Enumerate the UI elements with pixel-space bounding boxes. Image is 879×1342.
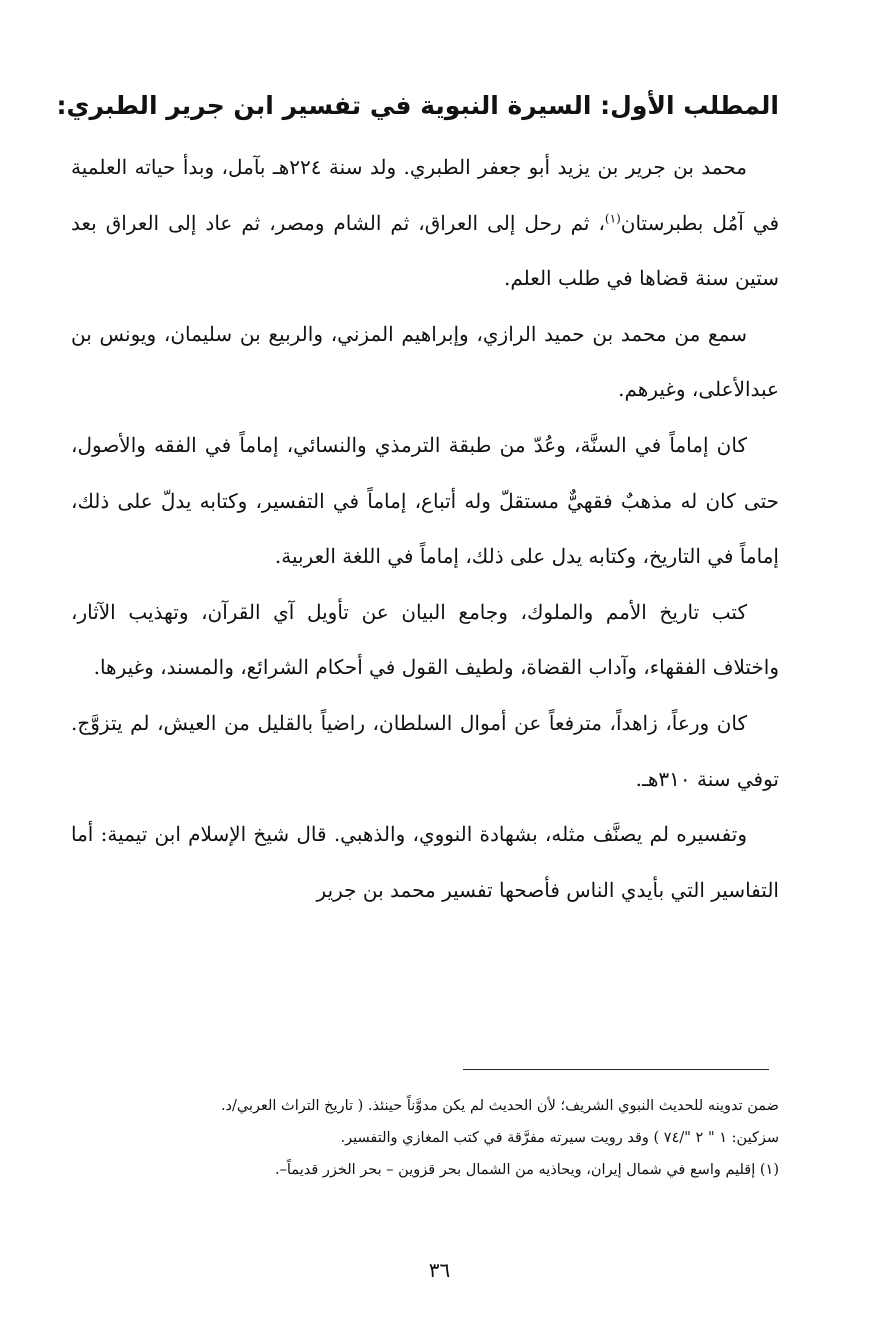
paragraph-text: ، ثم رحل إلى العراق، ثم الشام ومصر، ثم عاد إلى العراق بعد ستين سنة قضاها في طلب العلم.: [71, 210, 779, 291]
paragraph-character: كان ورعاً، زاهداً، مترفعاً عن أموال السلطان، راضياً بالقليل من العيش، لم يتزوَّج. توفي سنة ٣١٠هـ.: [71, 710, 779, 791]
footnote-line: (١) إقليم واسع في شمال إيران، ويحاذيه من الشمال بحر قزوين – بحر الخزر قديماً–.: [275, 1162, 779, 1178]
footnote-line: سزكين: ١ " ٢ "/٧٤ ) وقد رويت سيرته مفرَّقة في كتب المغازي والتفسير.: [340, 1130, 779, 1146]
footnotes: [67, 1090, 779, 1186]
footnote-line: ضمن تدوينه للحديث النبوي الشريف؛ لأن الحديث لم يكن مدوَّناً حينئذ. ( تاريخ التراث العربي/د.: [220, 1098, 779, 1114]
section-heading: المطلب الأول: السيرة النبوية في تفسير ابن جرير الطبري:: [56, 91, 779, 120]
footnote-reference: (١): [604, 210, 621, 225]
body-text: [71, 140, 779, 918]
paragraph-works: كتب تاريخ الأمم والملوك، وجامع البيان عن تأويل آي القرآن، وتهذيب الآثار، واختلاف الفقهاء، وآداب القضاة، ولطيف القول في أحكام الشرائع، والمسند، وغيرها.: [71, 599, 779, 680]
paragraph-tafsir: وتفسيره لم يصنَّف مثله، بشهادة النووي، والذهبي. قال شيخ الإسلام ابن تيمية: أما التفاسير التي بأيدي الناس فأصحها تفسير محمد بن جرير: [71, 822, 779, 902]
page-number: ٣٦: [428, 1258, 451, 1282]
paragraph-biography: [71, 140, 779, 307]
paragraph-text: محمد بن جرير بن يزيد أبو جعفر الطبري. ولد سنة ٢٢٤هـ بآمل، وبدأ حياته العلمية في آمُل بطبرستان: [71, 155, 780, 235]
paragraph-teachers: سمع من محمد بن حميد الرازي، وإبراهيم المزني، والربيع بن سليمان، ويونس بن عبدالأعلى، وغيرهم.: [71, 321, 779, 402]
paragraph-scholarship: كان إماماً في السنَّة، وعُدّ من طبقة الترمذي والنسائي، إماماً في الفقه والأصول، حتى كان له مذهبٌ فقهيٌّ مستقلّ وله أتباع، إماماً في التفسير، وكتابه يدلّ على ذلك، إماماً في التاريخ، وكتابه يدل على ذلك، إماماً في اللغة العربية.: [71, 432, 779, 569]
footnote-divider: [463, 1069, 769, 1070]
